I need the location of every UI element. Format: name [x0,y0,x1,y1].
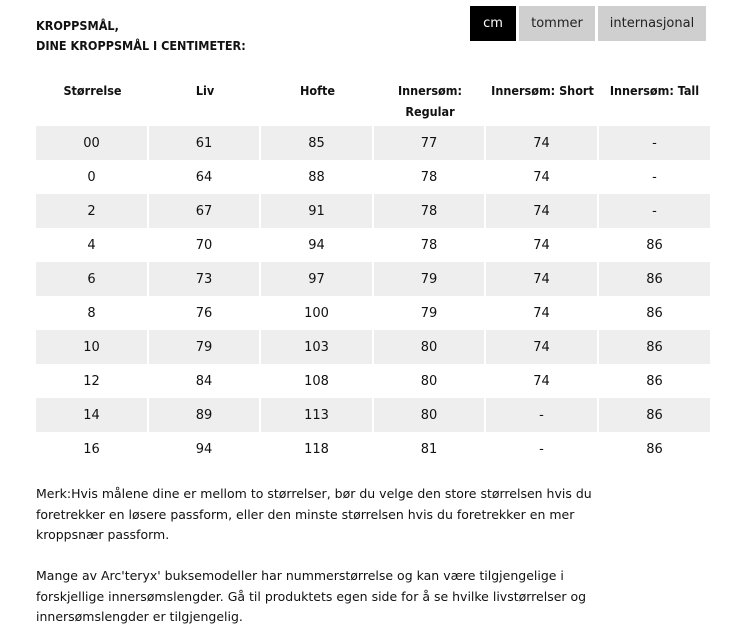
cell-innersom-tall: 86 [646,305,663,321]
cell-innersom-regular: 80 [374,330,486,364]
unit-tab-cm[interactable]: cm [470,6,516,41]
cell-innersom-short: 74 [486,296,599,330]
heading-line-2: DINE KROPPSMÅL I CENTIMETER: [36,38,246,53]
header-innersom-regular: Innersøm: Regular [397,83,462,119]
cell-innersom-short: 74 [486,160,599,194]
unit-tab-internasjonal[interactable]: internasjonal [598,6,706,41]
heading-line-1: KROPPSMÅL, [36,18,119,33]
cell-innersom-short: - [486,398,599,432]
cell-storrelse: 4 [36,228,149,262]
cell-storrelse: 16 [36,432,149,466]
cell-hofte: 88 [261,160,374,194]
table-row [36,296,710,330]
table-row [36,126,710,160]
page-heading [36,16,246,56]
cell-storrelse: 10 [36,330,149,364]
cell-innersom-short: 74 [486,330,599,364]
note-merk-label: Merk: [36,486,72,501]
header-liv: Liv [195,83,215,98]
cell-hofte: 91 [261,194,374,228]
cell-innersom-regular: 78 [374,160,486,194]
cell-liv: 64 [149,160,261,194]
cell-innersom-regular: 78 [374,194,486,228]
cell-innersom-tall: - [652,169,657,185]
cell-innersom-regular: 77 [374,126,486,160]
table-row [36,262,710,296]
cell-innersom-tall: 86 [599,262,710,296]
table-row [36,364,710,398]
unit-tab-tommer[interactable]: tommer [519,6,595,41]
cell-storrelse: 6 [36,262,149,296]
table-body [36,126,710,466]
cell-innersom-short: 74 [486,126,599,160]
cell-liv: 70 [149,228,261,262]
cell-hofte: 85 [261,126,374,160]
cell-innersom-tall: 86 [646,237,663,253]
cell-hofte: 108 [261,364,374,398]
cell-innersom-short: 74 [486,228,599,262]
cell-innersom-tall: 86 [599,330,710,364]
table-row [36,194,710,228]
table-header-row [36,70,710,126]
header-innersom-short: Innersøm: Short [491,83,594,98]
cell-storrelse: 0 [36,160,149,194]
cell-hofte: 113 [261,398,374,432]
cell-innersom-regular: 79 [374,296,486,330]
table-row [36,160,710,194]
cell-hofte: 94 [261,228,374,262]
cell-innersom-short: 74 [486,364,599,398]
cell-innersom-tall: 86 [599,398,710,432]
cell-innersom-tall: 86 [646,373,663,389]
cell-storrelse: 14 [36,398,149,432]
cell-storrelse: 8 [36,296,149,330]
table-row [36,432,710,466]
cell-innersom-short: - [486,432,599,466]
cell-innersom-regular: 80 [374,398,486,432]
note-merk-text: Hvis målene dine er mellom to størrelser, bør du velge den store størrelsen hvis du foretrekker en løsere passform, eller den minste størrelsen hvis du foretrekker en mer kroppsnær passform. [36,486,592,542]
cell-liv: 89 [149,398,261,432]
cell-storrelse: 2 [36,194,149,228]
cell-liv: 94 [149,432,261,466]
size-table [36,70,710,466]
cell-innersom-tall: - [599,126,710,160]
cell-innersom-regular: 80 [374,364,486,398]
cell-hofte: 100 [261,296,374,330]
cell-hofte: 118 [261,432,374,466]
table-row [36,330,710,364]
cell-hofte: 97 [261,262,374,296]
cell-liv: 84 [149,364,261,398]
cell-hofte: 103 [261,330,374,364]
cell-innersom-short: 74 [486,262,599,296]
table-row [36,398,710,432]
cell-innersom-regular: 78 [374,228,486,262]
cell-innersom-tall: 86 [646,441,663,457]
note-merk [36,484,636,546]
header-innersom-tall: Innersøm: Tall [609,83,700,98]
cell-innersom-regular: 81 [374,432,486,466]
unit-toggle [470,6,706,41]
cell-liv: 61 [149,126,261,160]
cell-liv: 67 [149,194,261,228]
header-hofte: Hofte [299,83,336,98]
cell-innersom-tall: - [599,194,710,228]
cell-innersom-regular: 79 [374,262,486,296]
cell-liv: 79 [149,330,261,364]
cell-storrelse: 00 [36,126,149,160]
cell-liv: 76 [149,296,261,330]
note-inseam: Mange av Arc'teryx' buksemodeller har nummerstørrelse og kan være tilgjengelige i forskjellige innersømslengder. Gå til produktets egen side for å se hvilke livstørrelser og innersømslengder er tilgjengelig. [36,568,587,624]
header-storrelse: Størrelse [63,83,122,98]
cell-innersom-short: 74 [486,194,599,228]
cell-liv: 73 [149,262,261,296]
table-row [36,228,710,262]
cell-storrelse: 12 [36,364,149,398]
